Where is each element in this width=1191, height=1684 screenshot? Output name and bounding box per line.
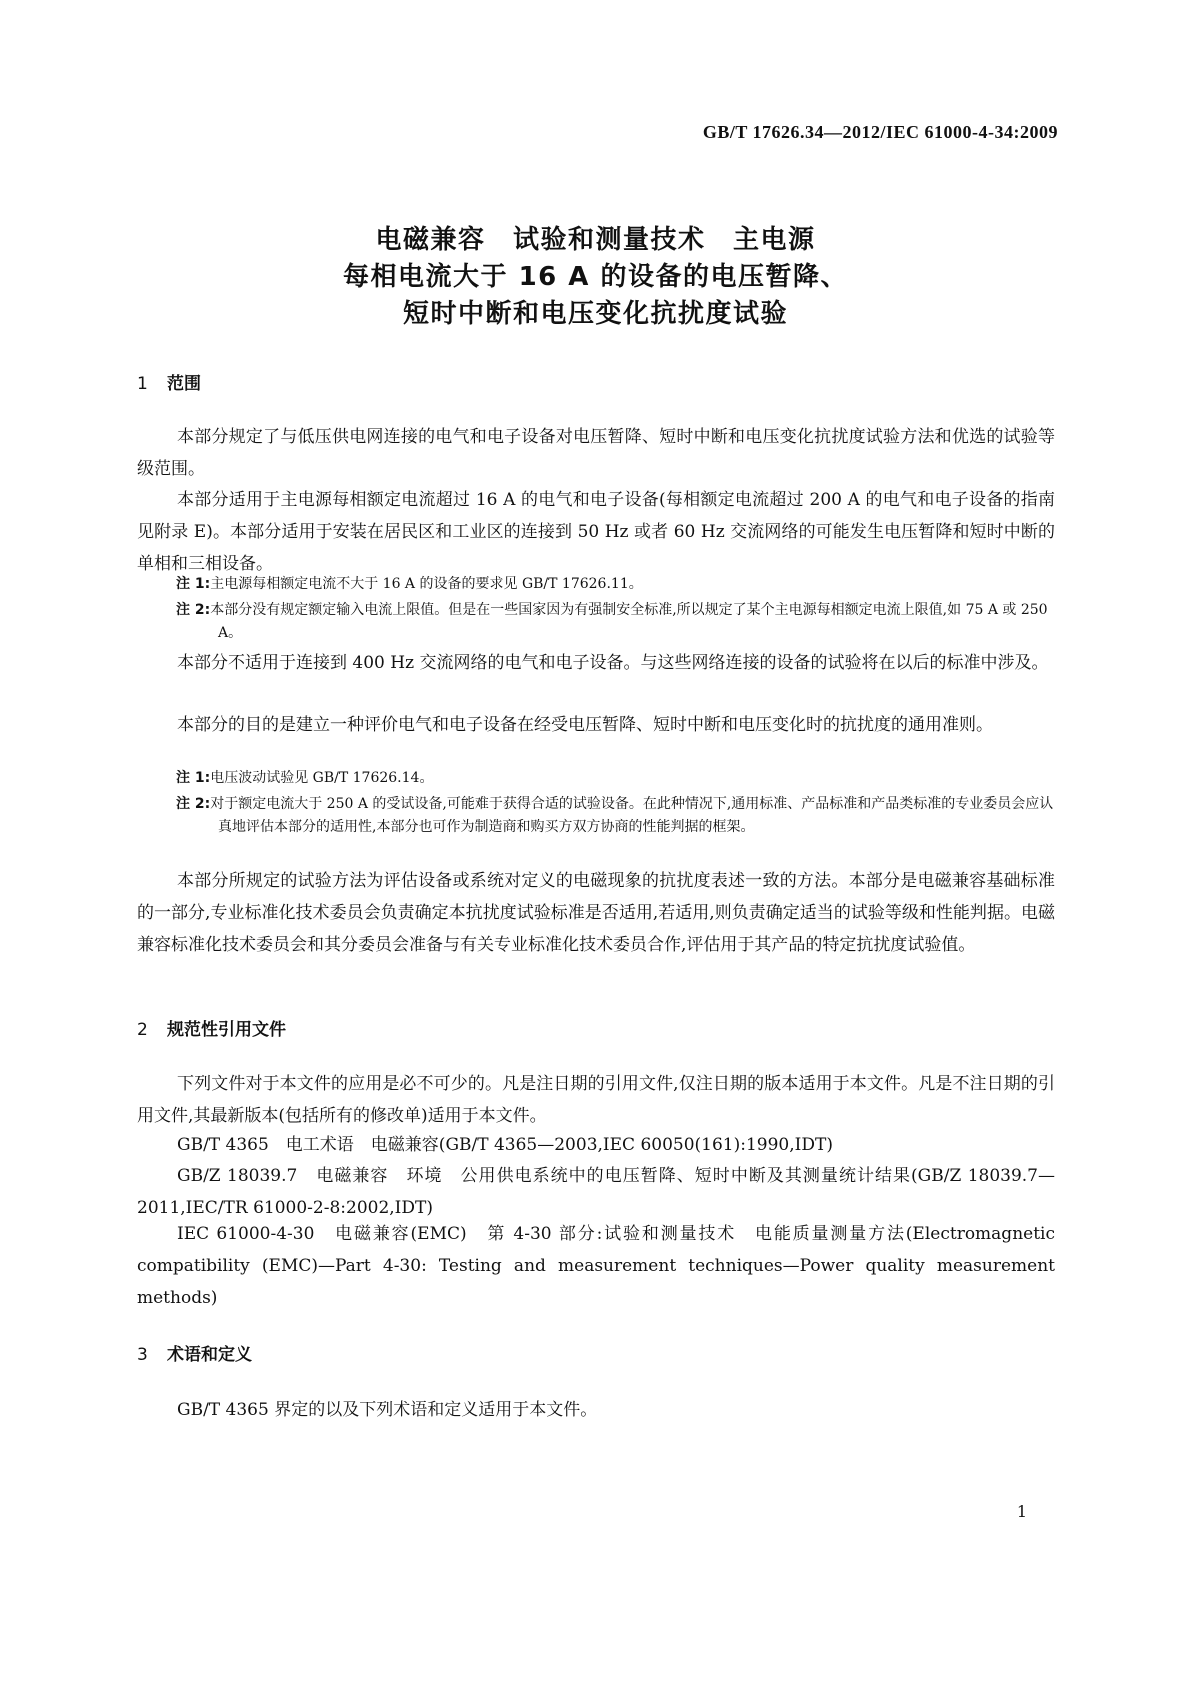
note [176, 793, 1055, 839]
note-label: 注 2: [176, 602, 211, 618]
section-heading-normative-references [137, 1015, 286, 1040]
paragraph: 本部分所规定的试验方法为评估设备或系统对定义的电磁现象的抗扰度表述一致的方法。本部分是电磁兼容基础标准的一部分,专业标准化技术委员会负责确定本抗扰度试验标准是否适用,若适用,则负责确定适当的试验等级和性能判据。电磁兼容标准化技术委员会和其分委员会准备与有关专业标准化技术委员合作,评估用于其产品的特定抗扰度试验值。 [137, 871, 1055, 955]
section-number: 1 [137, 374, 148, 394]
paragraph: 本部分不适用于连接到 400 Hz 交流网络的电气和电子设备。与这些网络连接的设备的试验将在以后的标准中涉及。 [177, 653, 1049, 673]
section-title: 规范性引用文件 [167, 1020, 286, 1040]
section-number: 2 [137, 1020, 148, 1040]
note-label: 注 1: [176, 770, 211, 786]
note-text: 电压波动试验见 GB/T 17626.14。 [210, 770, 434, 786]
note-label: 注 2: [176, 796, 211, 812]
standard-code: GB/T 17626.34—2012/IEC 61000-4-34:2009 [702, 122, 1058, 142]
section-heading-terms [137, 1340, 252, 1365]
page-number: 1 [1016, 1502, 1027, 1521]
section-title: 范围 [167, 374, 201, 394]
title-line-3: 短时中断和电压变化抗扰度试验 [402, 299, 788, 329]
paragraph: 本部分适用于主电源每相额定电流超过 16 A 的电气和电子设备(每相额定电流超过 200 A 的电气和电子设备的指南见附录 E)。本部分适用于安装在居民区和工业区的连接到 50 Hz 或者 60 Hz 交流网络的可能发生电压暂降和短时中断的单相和三相设备。 [137, 490, 1055, 574]
section-number: 3 [137, 1345, 148, 1365]
note [176, 573, 1055, 596]
note [176, 767, 1055, 790]
paragraph: GB/T 4365 界定的以及下列术语和定义适用于本文件。 [177, 1400, 598, 1420]
paragraph: 下列文件对于本文件的应用是必不可少的。凡是注日期的引用文件,仅注日期的版本适用于本文件。凡是不注日期的引用文件,其最新版本(包括所有的修改单)适用于本文件。 [137, 1074, 1055, 1126]
note-text: 本部分没有规定额定输入电流上限值。但是在一些国家因为有强制安全标准,所以规定了某个主电源每相额定电流上限值,如 75 A 或 250 A。 [210, 602, 1048, 641]
title-line-2: 每相电流大于 16 A 的设备的电压暂降、 [343, 262, 848, 292]
note-text: 主电源每相额定电流不大于 16 A 的设备的要求见 GB/T 17626.11。 [210, 576, 643, 592]
title-line-1: 电磁兼容 试验和测量技术 主电源 [375, 225, 816, 255]
note-label: 注 1: [176, 576, 211, 592]
note [176, 599, 1055, 645]
section-heading-scope [137, 369, 201, 394]
document-title [0, 222, 1191, 333]
reference-item: IEC 61000-4-30 电磁兼容(EMC) 第 4-30 部分:试验和测量技术 电能质量测量方法(Electromagnetic compatibility (EMC)—Part 4-30: Testing and measurement techniques—Power quality measurement methods) [137, 1224, 1055, 1308]
section-title: 术语和定义 [167, 1345, 252, 1365]
reference-item: GB/Z 18039.7 电磁兼容 环境 公用供电系统中的电压暂降、短时中断及其测量统计结果(GB/Z 18039.7—2011,IEC/TR 61000-2-8:2002,IDT) [137, 1166, 1055, 1218]
paragraph: 本部分的目的是建立一种评价电气和电子设备在经受电压暂降、短时中断和电压变化时的抗扰度的通用准则。 [177, 715, 993, 735]
note-text: 对于额定电流大于 250 A 的受试设备,可能难于获得合适的试验设备。在此种情况下,通用标准、产品标准和产品类标准的专业委员会应认真地评估本部分的适用性,本部分也可作为制造商和购买方双方协商的性能判据的框架。 [210, 796, 1054, 835]
reference-item: GB/T 4365 电工术语 电磁兼容(GB/T 4365—2003,IEC 60050(161):1990,IDT) [177, 1135, 833, 1155]
paragraph: 本部分规定了与低压供电网连接的电气和电子设备对电压暂降、短时中断和电压变化抗扰度试验方法和优选的试验等级范围。 [137, 427, 1055, 479]
